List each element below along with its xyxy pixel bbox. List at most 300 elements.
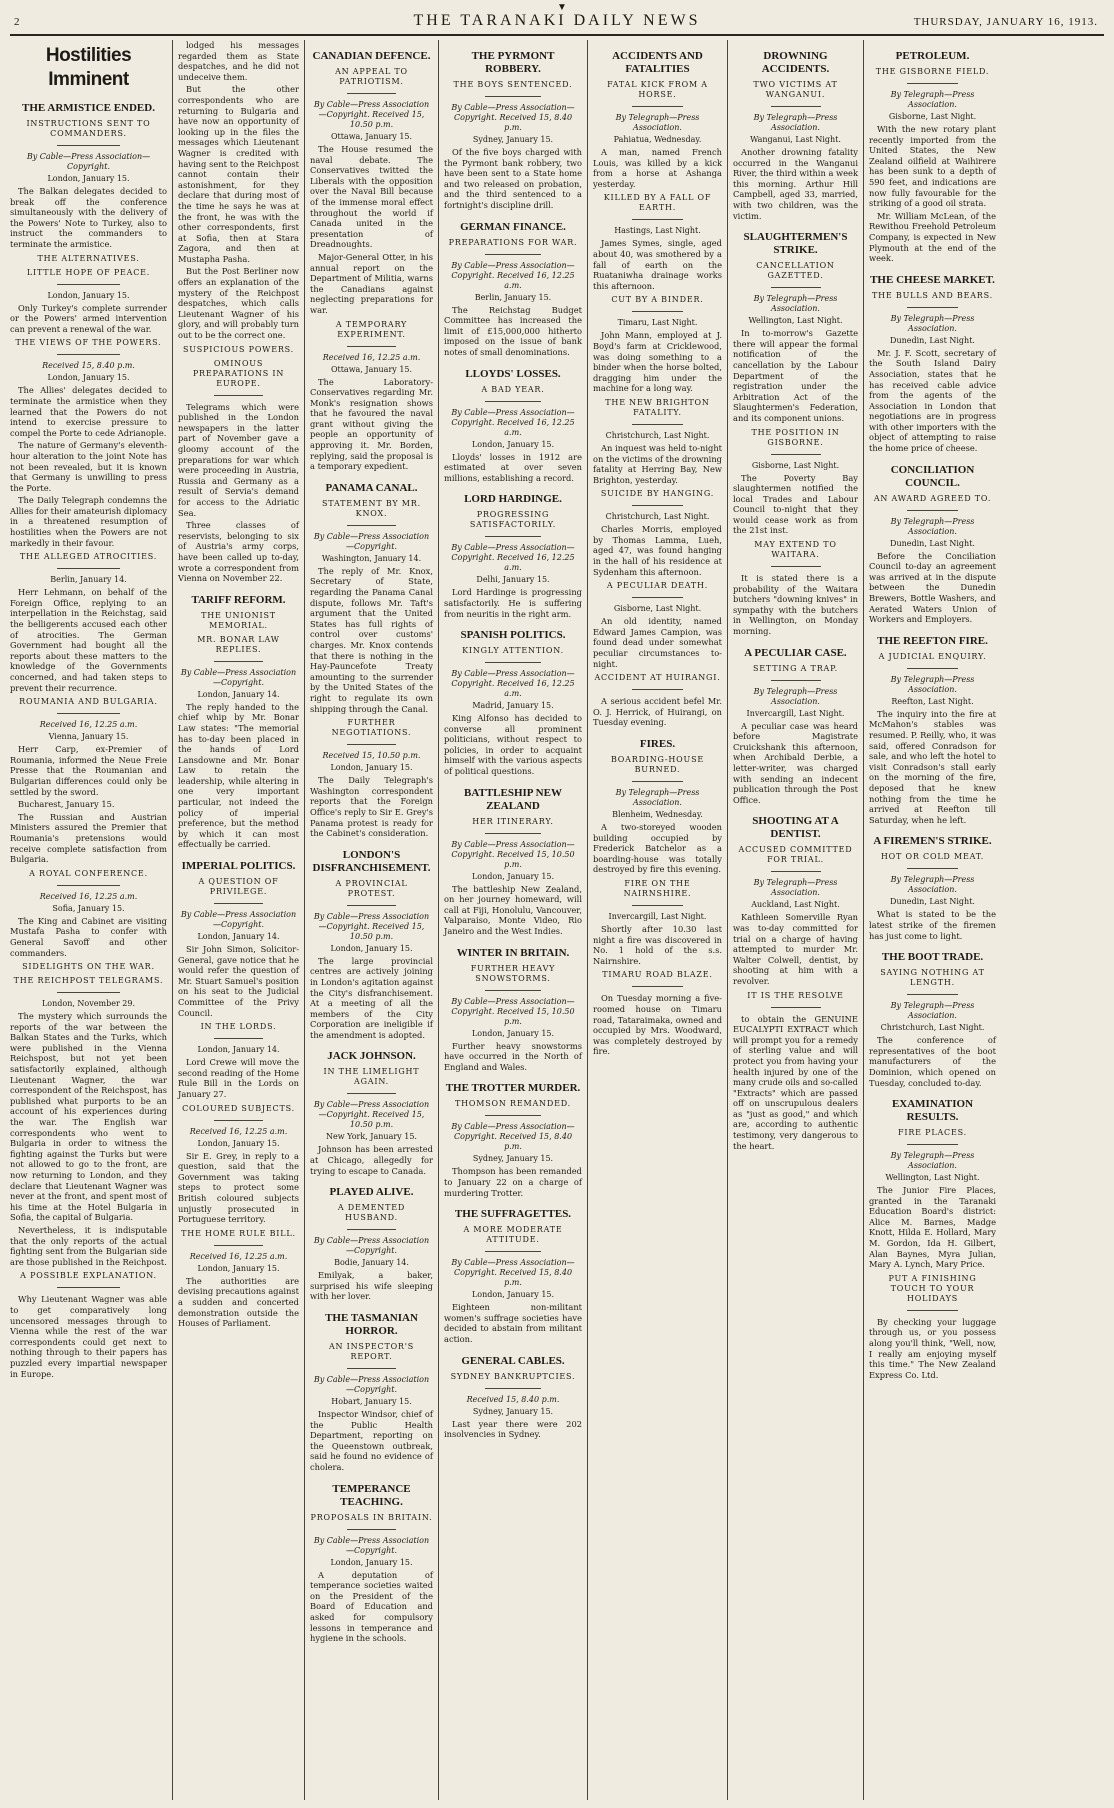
- story-paragraph: The nature of Germany's eleventh-hour alteration to the joint Note has not been revealed, but it is known that Germany is unwilling to press the Porte.: [10, 440, 167, 493]
- story-paragraph: Bucharest, January 15.: [18, 799, 115, 810]
- story: [310, 1050, 433, 1176]
- story-headline: THE PYRMONT ROBBERY.: [471, 50, 555, 75]
- story: [733, 540, 858, 637]
- columns: [10, 40, 1104, 1800]
- story-subheadline: ACCIDENT AT HUIRANGI.: [594, 673, 721, 683]
- divider: [907, 1144, 958, 1145]
- dateline: New York, January 15.: [326, 1132, 417, 1142]
- divider: [347, 744, 396, 745]
- cable-credit: Received 16, 12.25 a.m.: [39, 891, 138, 901]
- story-paragraph: But the other correspondents who are returning to Bulgaria and have now an opportunity of looking up in the files the messages which Lieutenant Wagner is credited with having sent to the Reichpost cannot contain their astonishment, for they declare that during most of the time he says he was at the front, he was with the other correspondents, first at Sofia, then at Stara Zagora, and then at Mustapha Pasha.: [178, 84, 299, 264]
- story: [593, 193, 722, 291]
- dateline: Wanganui, Last Night.: [750, 135, 841, 144]
- story-headline: THE REEFTON FIRE.: [877, 634, 988, 647]
- story-paragraph: Lord Hardinge is progressing satisfactorily. He is suffering from neuritis in the right arm.: [444, 587, 582, 619]
- story-subheadline: THE POSITION IN GISBORNE.: [751, 427, 840, 447]
- dateline: Christchurch, Last Night.: [605, 430, 710, 440]
- dateline: London, January 15.: [47, 174, 130, 183]
- cable-credit: By Cable—Press Association—Copyright.: [313, 1236, 430, 1256]
- story: [310, 1483, 433, 1644]
- story-paragraph: A two-storeyed wooden building occupied by Frederick Batchelor as a boarding-house was totally destroyed by fire this evening.: [593, 822, 722, 875]
- story-subheadline: A MORE MODERATE ATTITUDE.: [463, 1225, 563, 1245]
- story-paragraph: Lord Crewe will move the second reading of the Home Rule Bill in the Lords on January 27.: [178, 1057, 299, 1099]
- cable-credit: By Cable—Press Association—Copyright.: [313, 1535, 430, 1555]
- story-paragraph: The King and Cabinet are visiting Mustafa Pasha to confer with General Savoff and other commanders.: [10, 915, 167, 958]
- story-paragraph: John Mann, employed at J. Boyd's farm at Cricklewood, was doing something to a binder when the horse bolted, dragging him under the machine for a long way.: [593, 330, 722, 394]
- story-subheadline: LITTLE HOPE OF PEACE.: [26, 267, 151, 277]
- cable-credit: By Telegraph—Press Association.: [753, 294, 838, 314]
- story-subheadline: AN INSPECTOR'S REPORT.: [328, 1342, 415, 1362]
- story: [10, 697, 167, 865]
- story-subheadline: SETTING A TRAP.: [753, 663, 838, 673]
- story-subheadline: A QUESTION OF PRIVILEGE.: [198, 877, 279, 897]
- story-paragraph: Sir John Simon, Solicitor-General, gave notice that he would refer the question of Mr. Stuart Samuel's position on his seat to the Judicial Committee of the Privy Council.: [178, 944, 299, 1018]
- story: [869, 274, 996, 454]
- divider: [485, 401, 540, 402]
- ornament-icon: ▼: [557, 2, 567, 13]
- divider: [347, 1529, 396, 1530]
- dateline: Dunedin, Last Night.: [890, 335, 975, 345]
- story-subheadline: ACCUSED COMMITTED FOR TRIAL.: [738, 845, 853, 865]
- cable-credit: Received 16, 12.25 a.m.: [322, 352, 421, 362]
- divider: [214, 903, 262, 904]
- story-paragraph: Inspector Windsor, chief of the Public Health Department, reporting on the Queenstown outbreak, said he found no evidence of cholera.: [310, 1409, 433, 1472]
- dateline: Hastings, Last Night.: [614, 226, 701, 236]
- story-headline: SLAUGHTERMEN'S STRIKE.: [743, 231, 848, 257]
- dateline: London, January 15.: [47, 290, 130, 300]
- story-paragraph: Telegrams which were published in the London newspapers in the latter part of November gave a gloomy account of the preparations for war which were proceeding in Austria, Russia and Germany as a result of Servia's demand for access to the Adriatic Sea.: [178, 401, 299, 518]
- divider: [214, 1120, 262, 1121]
- dateline: Gisborne, Last Night.: [613, 604, 702, 614]
- story: [869, 464, 996, 625]
- story-subheadline: PROGRESSING SATISFACTORILY.: [469, 510, 557, 530]
- cable-credit: By Telegraph—Press Association.: [890, 313, 975, 333]
- story-paragraph: With the new rotary plant recently imported from the United States, the New Zealand oilfield at Waihirere has been sunk to a depth of 590 feet, and indications are now fully favourable for the striking of a good oil strata.: [869, 124, 996, 209]
- dateline: Gisborne, Last Night.: [751, 460, 840, 470]
- story-subheadline: A PECULIAR DEATH.: [606, 581, 709, 591]
- divider: [771, 680, 821, 681]
- story: [593, 295, 722, 394]
- cable-credit: By Cable—Press Association—Copyright.: [313, 1375, 430, 1395]
- divider: [485, 1251, 540, 1252]
- dateline: Dunedin, Last Night.: [890, 897, 975, 907]
- story: [444, 947, 582, 1073]
- story-paragraph: The mystery which surrounds the reports of the war between the Balkan States and the Turks, which were published in the Vienna Reichspost, but not yet been satisfactorily explained, although Lieutenant Wagner, the war correspondent of the Reichspost, has published what purports to be an account of his experiences during the war. The English war correspondents who went to Bulgaria in order to witness the fighting against the Turks but were not allowed to go to the front, are now returning to London, and they declare that Lieutenant Wagner was never at the front, and spent most of his time at the Hotel Bulgaria in Sofia, the capital of Bulgaria.: [10, 1011, 167, 1223]
- banner-headline: Hostilities Imminent: [45, 45, 132, 90]
- story-headline: THE TASMANIAN HORROR.: [325, 1312, 418, 1338]
- dateline: Delhi, January 15.: [476, 575, 550, 585]
- cable-credit: By Cable—Press Association—Copyright. Received 15, 10.50 p.m.: [313, 100, 430, 129]
- cable-credit: Received 16, 12.25 a.m.: [189, 1251, 288, 1261]
- newspaper-title: THE TARANAKI DAILY NEWS: [413, 12, 701, 29]
- story-paragraph: Kathleen Somerville Ryan was to-day committed for trial on a charge of having attempted to murder Mr. Walter Colwell, dentist, by shooting at him with a revolver.: [733, 912, 858, 986]
- story-subheadline: IT IS THE RESOLVE: [747, 990, 844, 1000]
- story-headline: PANAMA CANAL.: [325, 481, 418, 494]
- story-paragraph: Johnson has been arrested at Chicago, allegedly for trying to escape to Canada.: [310, 1144, 433, 1176]
- column-6: [728, 40, 864, 1800]
- story: [869, 1098, 996, 1270]
- divider: [57, 1287, 120, 1288]
- story: [178, 1104, 299, 1225]
- story-paragraph: On Tuesday morning a five-roomed house on Timaru road, Tataraimaka, owned and occupied by Mrs. Woodward, was completely destroyed by fire.: [593, 993, 722, 1057]
- divider: [57, 354, 120, 355]
- story-headline: CANADIAN DEFENCE.: [312, 50, 431, 62]
- divider: [632, 505, 684, 506]
- cable-credit: By Cable—Press Association—Copyright. Received 15, 8.40 p.m.: [451, 1122, 575, 1152]
- story-subheadline: CUT BY A BINDER.: [611, 295, 704, 305]
- story-subheadline: HOT OR COLD MEAT.: [880, 852, 985, 862]
- cable-credit: By Telegraph—Press Association.: [890, 674, 975, 694]
- dateline: Ottawa, January 15.: [330, 364, 413, 374]
- divider: [485, 96, 540, 97]
- story-subheadline: A BAD YEAR.: [481, 384, 545, 394]
- story-paragraph: The Daily Telegraph condemns the Allies for their amateurish diplomacy in a threatened resumption of hostilities when the Powers are not markedly in their favour.: [10, 495, 167, 548]
- story: [178, 594, 299, 850]
- story-subheadline: THE UNIONIST MEMORIAL.: [201, 610, 276, 630]
- divider: [214, 1245, 262, 1246]
- divider: [907, 668, 958, 669]
- dateline: London, January 15.: [330, 1557, 413, 1567]
- story-subheadline: THE NEW BRIGHTON FATALITY.: [605, 397, 710, 417]
- dateline: Blenheim, Wednesday.: [612, 810, 703, 819]
- divider: [214, 661, 262, 662]
- story-paragraph: The Junior Fire Places, granted in the Taranaki Education Board's district: Alice M. Barnes, Madge Knott, Hilda E. Hollard, Mary M. Gordon, Ida H. Gilbert, Alan Baynes, Myra Julian, Mary A. Lynch, Mary Price.: [869, 1185, 996, 1270]
- divider: [771, 871, 821, 872]
- cable-credit: By Cable—Press Association—Copyright.: [26, 152, 151, 171]
- story: [444, 629, 582, 777]
- story: [310, 482, 433, 714]
- story-paragraph: An old identity, named Edward James Campion, was found dead under somewhat peculiar circumstances to-night.: [593, 616, 722, 669]
- dateline: Invercargill, Last Night.: [608, 911, 707, 921]
- story: [733, 231, 858, 423]
- story-subheadline: ROUMANIA AND BULGARIA.: [19, 697, 158, 707]
- column-3: [305, 40, 439, 1800]
- story-subheadline: IN THE LIMELIGHT AGAIN.: [323, 1067, 420, 1087]
- story-subheadline: SAYING NOTHING AT LENGTH.: [880, 968, 985, 988]
- dateline: Madrid, January 15.: [472, 701, 554, 711]
- story-paragraph: In to-morrow's Gazette there will appear the formal notification of the cancellation by the Labour Department of the registration under the Arbitration Act of the Slaughtermen's Federation, and its component unions.: [733, 328, 858, 423]
- story-headline: PLAYED ALIVE.: [329, 1186, 414, 1199]
- story-subheadline: INSTRUCTIONS SENT TO COMMANDERS.: [26, 119, 151, 138]
- story-paragraph: Sir E. Grey, in reply to a question, said that the Government was taking steps to protect some British coloured subjects unjustly prosecuted in Portuguese territory.: [178, 1150, 299, 1225]
- story-subheadline: A PROVINCIAL PROTEST.: [335, 878, 408, 898]
- dateline: London, January 15.: [471, 1290, 555, 1300]
- dateline: London, January 14.: [197, 1045, 280, 1055]
- cable-credit: By Cable—Press Association—Copyright. Received 15, 10.50 p.m.: [313, 911, 430, 941]
- story: [10, 338, 167, 548]
- divider: [632, 689, 684, 690]
- story: [444, 50, 582, 211]
- story: [444, 1208, 582, 1344]
- divider: [347, 93, 396, 94]
- cable-credit: Received 15, 8.40 p.m.: [42, 361, 135, 371]
- story: [444, 221, 582, 358]
- dateline: London, January 15.: [471, 439, 555, 449]
- story-subheadline: THE GISBORNE FIELD.: [875, 67, 990, 76]
- story-paragraph: Shortly after 10.30 last night a fire was discovered in No. 1 hold of the s.s. Nairnshire.: [593, 923, 722, 966]
- story-subheadline: SIDELIGHTS ON THE WAR.: [22, 962, 155, 972]
- story-paragraph: By checking your luggage through us, or you possess along you'll think, "Well, now, I really am enjoying myself this time." The New Zealand Express Co. Ltd.: [869, 1316, 996, 1380]
- story-subheadline: TIMARU ROAD BLAZE.: [602, 970, 713, 980]
- story-subheadline: THOMSON REMANDED.: [454, 1099, 571, 1109]
- divider: [57, 713, 120, 714]
- cable-credit: By Cable—Press Association—Copyright. Received 16, 12.25 a.m.: [451, 669, 575, 699]
- story: [593, 970, 722, 1057]
- story-headline: A FIREMEN'S STRIKE.: [873, 835, 992, 848]
- story-subheadline: A DEMENTED HUSBAND.: [337, 1203, 406, 1223]
- dateline: Bodie, January 14.: [334, 1258, 409, 1268]
- story: [310, 50, 433, 316]
- story: [733, 647, 858, 806]
- story-headline: SHOOTING AT A DENTIST.: [752, 815, 839, 841]
- story-paragraph: A peculiar case was heard before Magistrate Cruickshank this afternoon, when Archibald Derbie, a letter-writer, was charged with sending an indecent publication through the Post Office.: [733, 720, 858, 805]
- story-subheadline: FURTHER HEAVY SNOWSTORMS.: [470, 963, 556, 983]
- story-headline: THE CHEESE MARKET.: [870, 273, 995, 286]
- divider: [485, 833, 540, 834]
- divider: [485, 254, 540, 255]
- story-headline: LONDON'S DISFRANCHISEMENT.: [312, 848, 431, 874]
- story-subheadline: THE ALLEGED ATROCITIES.: [19, 552, 158, 562]
- cable-credit: By Cable—Press Association—Copyright. Received 16, 12.25 a.m.: [451, 543, 575, 573]
- cable-credit: By Cable—Press Association—Copyright. Received 15, 8.40 p.m.: [451, 1258, 575, 1288]
- cable-credit: By Telegraph—Press Association.: [890, 1001, 975, 1021]
- story-paragraph: Only Turkey's complete surrender or the Powers' armed intervention can prevent a renewal of the war.: [10, 302, 167, 334]
- story-subheadline: AN APPEAL TO PATRIOTISM.: [335, 67, 408, 86]
- column-2: [173, 40, 305, 1800]
- cable-credit: By Telegraph—Press Association.: [615, 113, 700, 132]
- story-paragraph: What is stated to be the latest strike of the firemen has just come to light.: [869, 909, 996, 941]
- dateline: Sofia, January 15.: [52, 903, 125, 913]
- story-paragraph: The Poverty Bay slaughtermen notified the local Trades and Labour Council to-night that they would cease work as from the 21st inst.: [733, 472, 858, 536]
- cable-credit: By Cable—Press Association—Copyright. Received 15, 10.50 p.m.: [451, 839, 575, 869]
- divider: [907, 994, 958, 995]
- dateline: Washington, January 14.: [321, 553, 422, 563]
- story-paragraph: But the Post Berliner now offers an explanation of the mystery of the Reichpost despatches, which calls Lieutenant Wagner of his glory, and will probably turn out to be the correct one.: [178, 266, 299, 341]
- story-paragraph: Charles Morris, employed by Thomas Lamma, Lueh, aged 47, was found hanging in the hall of his residence at Sydenham this afternoon.: [593, 524, 722, 577]
- cable-credit: By Cable—Press Association—Copyright.: [313, 531, 430, 551]
- story: [593, 50, 722, 189]
- story-subheadline: SYDNEY BANKRUPTCIES.: [450, 1371, 576, 1381]
- story-subheadline: KINGLY ATTENTION.: [462, 646, 564, 656]
- story: [444, 787, 582, 937]
- divider: [907, 868, 958, 869]
- story-headline: WINTER IN BRITAIN.: [456, 946, 570, 959]
- divider: [907, 83, 958, 84]
- cable-credit: By Telegraph—Press Association.: [615, 788, 700, 807]
- story-paragraph: The reply handed to the chief whip by Mr. Bonar Law states: "The memorial has to-day been placed in the hands of Lord Lansdowne and Mr. Bonar Law to retain the leadership, while altering in one very important particular, not indeed the policy of imperial preference, but the method by which it can most effectually be carried.: [178, 701, 299, 850]
- divider: [907, 307, 958, 308]
- divider: [632, 106, 684, 107]
- story-subheadline: IN THE LORDS.: [200, 1022, 277, 1032]
- story: [10, 102, 167, 250]
- story-subheadline: STATEMENT BY MR. KNOX.: [322, 498, 421, 518]
- masthead: [10, 2, 1104, 36]
- divider: [214, 1038, 262, 1039]
- cable-credit: Received 15, 10.50 p.m.: [322, 751, 421, 761]
- divider: [57, 145, 120, 146]
- story-paragraph: The House resumed the naval debate. The Conservatives twitted the Liberals with the opposition over the Naval Bill because of the immense moral effect throughout the world if Canada united in the presentation of Dreadnoughts.: [310, 144, 433, 250]
- story-headline: THE SUFFRAGETTES.: [454, 1208, 572, 1221]
- story-subheadline: KILLED BY A FALL OF EARTH.: [603, 193, 712, 213]
- story-headline: TEMPERANCE TEACHING.: [332, 1482, 411, 1508]
- cable-credit: By Cable—Press Association—Copyright. Received 16, 12.25 a.m.: [451, 407, 575, 437]
- dateline: London, January 14.: [197, 932, 280, 942]
- story-subheadline: HER ITINERARY.: [472, 816, 554, 826]
- story-paragraph: lodged his messages regarded them as State despatches, and he did not undeceive them.: [178, 40, 299, 82]
- divider: [771, 287, 821, 288]
- story-paragraph: Major-General Otter, in his annual report on the Department of Militia, warns the Canadians against neglecting preparations for war.: [310, 251, 433, 315]
- issue-date: THURSDAY, JANUARY 16, 1913.: [913, 16, 1098, 28]
- story-headline: PETROLEUM.: [895, 50, 970, 62]
- divider: [907, 510, 958, 511]
- cable-credit: Received 16, 12.25 a.m.: [189, 1126, 288, 1136]
- story-paragraph: Herr Carp, ex-Premier of Roumania, informed the Neue Freie Presse that the Roumanian and Bulgarian differences could only be settled by the sword.: [10, 744, 167, 797]
- story-paragraph: Nevertheless, it is indisputable that the only reports of the actual fighting sent from the Bulgarian side are those published in the Reichpost.: [10, 1224, 167, 1267]
- story: [10, 552, 167, 693]
- divider: [771, 1007, 821, 1008]
- story: [10, 962, 167, 1267]
- divider: [57, 885, 120, 886]
- story-paragraph: Before the Conciliation Council to-day an agreement was arrived at in the dispute between the Dunedin Brewers, Bottle Washers, and Aerated Waters Union of Workers and Employers.: [869, 550, 996, 625]
- story-headline: IMPERIAL POLITICS.: [181, 860, 296, 873]
- story-subheadline: FATAL KICK FROM A HORSE.: [607, 80, 708, 99]
- dateline: Invercargill, Last Night.: [746, 708, 845, 718]
- dateline: Berlin, January 15.: [474, 292, 552, 302]
- story: [733, 428, 858, 537]
- divider: [771, 566, 821, 567]
- dateline: Vienna, January 15.: [48, 732, 129, 742]
- story-headline: GERMAN FINANCE.: [460, 220, 566, 233]
- story: [869, 835, 996, 941]
- story: [178, 860, 299, 1018]
- story-headline: ACCIDENTS AND FATALITIES: [612, 50, 703, 75]
- dateline: Sydney, January 15.: [472, 1154, 554, 1164]
- dateline: London, January 15.: [330, 763, 413, 773]
- dateline: Hobart, January 15.: [331, 1397, 412, 1407]
- divider: [485, 1388, 540, 1389]
- divider: [57, 992, 120, 993]
- story-paragraph: Herr Lehmann, on behalf of the Foreign Office, replying to an interpellation in the Reichstag, said the belligerents accused each other of atrocities. The German Government had bought all the reports about these matters to the knowledge of the Governments concerned, and had taken steps to prevent their recurrence.: [10, 587, 167, 693]
- cable-credit: By Telegraph—Press Association.: [753, 686, 838, 706]
- dateline: Wellington, Last Night.: [885, 1173, 980, 1183]
- story-headline: GENERAL CABLES.: [461, 1354, 565, 1367]
- story-subheadline: THE REICHPOST TELEGRAMS.: [13, 976, 164, 986]
- divider: [347, 525, 396, 526]
- story-headline: SPANISH POLITICS.: [460, 629, 566, 642]
- story-paragraph: A serious accident befel Mr. O. J. Herrick, of Huirangi, on Tuesday evening.: [593, 696, 722, 728]
- story-headline: BATTLESHIP NEW ZEALAND: [464, 786, 562, 812]
- story: [593, 673, 722, 728]
- story-subheadline: THE ALTERNATIVES.: [37, 253, 140, 263]
- dateline: Ottawa, January 15.: [330, 132, 413, 141]
- dateline: Auckland, Last Night.: [751, 900, 840, 910]
- cable-credit: Received 16, 12.25 a.m.: [39, 720, 138, 730]
- divider: [771, 454, 821, 455]
- dateline: London, January 15.: [471, 871, 555, 881]
- cable-credit: By Cable—Press Association—Copyright. Received 16, 12.25 a.m.: [451, 260, 575, 290]
- story-headline: EXAMINATION RESULTS.: [891, 1098, 974, 1124]
- story: [869, 50, 996, 264]
- story: [310, 718, 433, 839]
- story-subheadline: FIRE ON THE NAIRNSHIRE.: [623, 878, 692, 898]
- story-subheadline: PROPOSALS IN BRITAIN.: [310, 1512, 433, 1522]
- divider: [347, 1368, 396, 1369]
- story-subheadline: A ROYAL CONFERENCE.: [29, 868, 148, 878]
- column-7: [864, 40, 1001, 1800]
- cable-credit: By Telegraph—Press Association.: [753, 113, 838, 132]
- story-paragraph: Eighteen non-militant women's suffrage societies have decided to abstain from militant action.: [444, 1302, 582, 1344]
- story: [10, 869, 167, 958]
- divider: [632, 311, 684, 312]
- story-headline: LORD HARDINGE.: [464, 493, 562, 506]
- story-subheadline: FURTHER NEGOTIATIONS.: [331, 718, 412, 738]
- divider: [347, 1093, 396, 1094]
- divider: [57, 568, 120, 569]
- story-paragraph: King Alfonso has decided to converse all prominent politicians, without respect to policies, in order to acquaint himself with the various aspects of political questions.: [444, 713, 582, 777]
- story-subheadline: FIRE PLACES.: [898, 1128, 967, 1138]
- story-paragraph: The large provincial centres are actively joining in London's agitation against the City's disfranchisement. At a meeting of all the members of the City Corporation are ineligible if the amendment is adopted.: [310, 955, 433, 1040]
- story: [444, 368, 582, 484]
- story-subheadline: PUT A FINISHING TOUCH TO YOUR HOLIDAYS: [888, 1273, 977, 1303]
- cable-credit: By Telegraph—Press Association.: [890, 516, 975, 536]
- story: [869, 635, 996, 826]
- story-paragraph: The Russian and Austrian Ministers assured the Premier that Roumania's pretensions would receive complete satisfaction from Bulgaria.: [10, 811, 167, 865]
- cable-credit: By Cable—Press Association—Copyright. Received 15, 8.40 p.m.: [451, 103, 575, 132]
- column-4: [439, 40, 588, 1800]
- story: [10, 1271, 167, 1379]
- divider: [771, 106, 821, 107]
- dateline: London, January 15.: [197, 1263, 280, 1273]
- story: [10, 254, 167, 335]
- story-subheadline: TWO VICTIMS AT WANGANUI.: [753, 80, 838, 99]
- dateline: London, January 15.: [47, 373, 130, 383]
- dateline: Sydney, January 15.: [472, 135, 554, 144]
- dateline: London, January 15.: [471, 1028, 555, 1038]
- story-paragraph: The Daily Telegraph's Washington correspondent reports that the Foreign Office's reply to Sir E. Grey's Panama protest is ready for the Cabinet's consideration.: [310, 775, 433, 839]
- cable-credit: By Telegraph—Press Association.: [890, 90, 975, 109]
- story-paragraph: Another drowning fatality occurred in the Wanganui River, the third within a week this morning. Arthur Hill Campbell, aged 33, married, with two children, was the victim.: [733, 147, 858, 221]
- story-paragraph: Last year there were 202 insolvencies in Sydney.: [444, 1418, 582, 1440]
- column-1: [10, 40, 173, 1800]
- divider: [214, 395, 262, 396]
- story-paragraph: The reply of Mr. Knox, Secretary of State, regarding the Panama Canal dispute, follows Mr. Taft's argument that the United States has full rights of control over customs' charges. Mr. Knox contends that there is nothing in the Hay-Pauncefote Treaty amounting to the surrender by the United States of the right to regulate its own shipping through the Canal.: [310, 565, 433, 714]
- story: [593, 738, 722, 875]
- divider: [485, 1115, 540, 1116]
- dateline: Christchurch, Last Night.: [605, 512, 710, 522]
- story: [310, 849, 433, 1041]
- story-paragraph: The authorities are devising precautions against a sudden and concerted demonstration outside the Houses of Parliament.: [178, 1275, 299, 1329]
- page-number: 2: [14, 16, 20, 28]
- story-paragraph: The Allies' delegates decided to terminate the armistice when they learned that the Powers do not intend to exercise pressure to compel the Porte to cede Adrianople.: [10, 385, 167, 438]
- divider: [57, 284, 120, 285]
- story-paragraph: James Symes, single, aged about 40, was smothered by a fall of earth on the Ruataniwha drainage works this afternoon.: [593, 238, 722, 291]
- story-subheadline: THE HOME RULE BILL.: [181, 1228, 296, 1238]
- story-subheadline: A POSSIBLE EXPLANATION.: [20, 1271, 157, 1281]
- story: [444, 1082, 582, 1198]
- story-subheadline: THE BULLS AND BEARS.: [872, 290, 993, 300]
- story-subheadline: MAY EXTEND TO WAITARA.: [754, 540, 837, 560]
- dateline: Christchurch, Last Night.: [880, 1023, 985, 1033]
- divider: [485, 990, 540, 991]
- cable-credit: Received 15, 8.40 p.m.: [466, 1394, 560, 1404]
- divider: [632, 781, 684, 782]
- story-subheadline: SUSPICIOUS POWERS.: [182, 344, 295, 354]
- story-headline: FIRES.: [639, 738, 676, 750]
- story: [310, 320, 433, 472]
- story-paragraph: Thompson has been remanded to January 22 on a charge of murdering Trotter.: [444, 1166, 582, 1198]
- story-headline: TARIFF REFORM.: [191, 593, 286, 606]
- dateline: Pahiatua, Wednesday.: [613, 135, 702, 144]
